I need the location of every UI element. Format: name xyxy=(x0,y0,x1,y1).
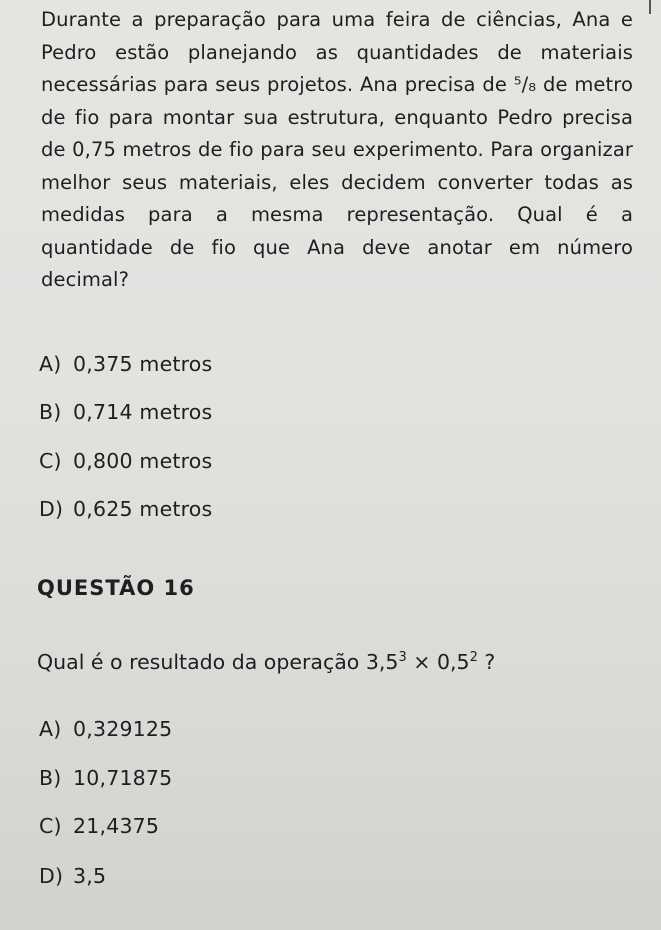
q15-option-d xyxy=(39,497,212,521)
prompt-prefix: Qual é o resultado da operação xyxy=(37,650,366,674)
option-letter: B) xyxy=(39,400,62,424)
option-text: 3,5 xyxy=(73,864,107,888)
option-letter: C) xyxy=(39,449,62,473)
option-text: 10,71875 xyxy=(73,766,173,790)
prompt-suffix: ? xyxy=(477,650,496,674)
option-letter: C) xyxy=(39,814,62,838)
option-letter: D) xyxy=(39,497,64,521)
option-text: 0,329125 xyxy=(73,717,173,741)
q16-option-d xyxy=(39,864,106,888)
option-text: 21,4375 xyxy=(73,814,160,838)
option-text: 0,714 metros xyxy=(73,400,213,424)
option-text: 0,625 metros xyxy=(73,497,213,521)
question-15-text: Durante a preparação para uma feira de ciências, Ana e Pedro estão planejando as quantidades de materiais necessárias para seus projetos. Ana precisa de ⁵/₈ de metro de fio para montar sua estrutura, enquanto Pedro precisa de 0,75 metros de fio para seu experimento. Para organizar melhor seus materiais, eles decidem converter todas as medidas para a mesma representação. Qual é a quantidade de fio que Ana deve anotar em número decimal? xyxy=(41,8,633,291)
exponent-1: 3 xyxy=(398,650,407,665)
option-letter: B) xyxy=(39,766,62,790)
operator: × xyxy=(406,650,437,674)
question-16-prompt xyxy=(37,650,495,674)
q16-option-a xyxy=(39,717,172,741)
option-letter: A) xyxy=(39,352,62,376)
option-text: 0,375 metros xyxy=(73,352,213,376)
q15-option-c xyxy=(39,449,212,473)
operand-1: 3,5 xyxy=(365,650,399,674)
operand-2: 0,5 xyxy=(436,650,470,674)
exponent-2: 2 xyxy=(469,650,478,665)
q15-option-a xyxy=(39,352,212,376)
q16-option-c xyxy=(39,814,159,838)
page-edge-mark xyxy=(649,0,657,14)
q16-option-b xyxy=(39,766,172,790)
option-letter: A) xyxy=(39,717,62,741)
q15-option-b xyxy=(39,400,212,424)
option-text: 0,800 metros xyxy=(73,449,213,473)
option-letter: D) xyxy=(39,864,64,888)
question-16-heading: QUESTÃO 16 xyxy=(37,576,195,600)
